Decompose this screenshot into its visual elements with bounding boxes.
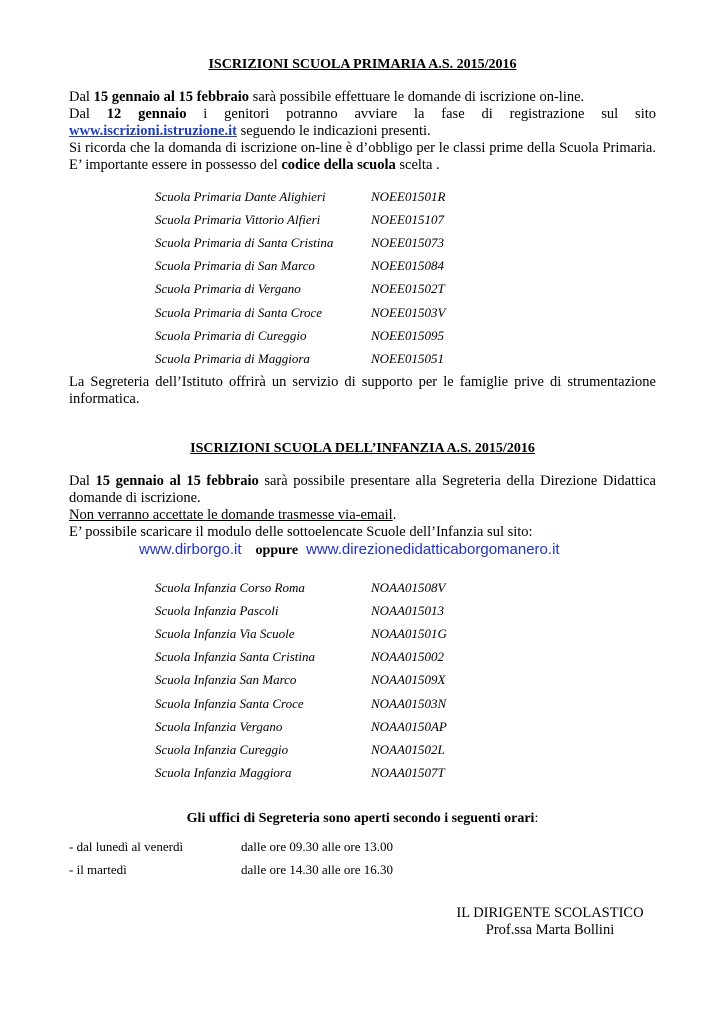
school-name: Scuola Infanzia Corso Roma <box>155 579 305 595</box>
primaria-dates-line <box>69 89 656 106</box>
text-segment: : <box>534 811 539 826</box>
school-name: Scuola Infanzia Via Scuole <box>155 625 295 641</box>
school-code: NOEE015051 <box>371 350 444 366</box>
registration-date-bold: 12 gennaio <box>106 106 187 122</box>
school-code: NOAA01502L <box>371 741 445 757</box>
infanzia-school-row <box>155 576 491 599</box>
school-name: Scuola Infanzia Santa Cristina <box>155 649 315 665</box>
date-range-bold: 15 gennaio al 15 febbraio <box>93 89 250 105</box>
primaria-registration-line <box>69 106 656 123</box>
primaria-heading: ISCRIZIONI SCUOLA PRIMARIA A.S. 2015/2016 <box>208 57 517 72</box>
infanzia-school-row <box>155 692 491 715</box>
school-name: Scuola Infanzia Maggiora <box>155 765 292 781</box>
school-code: NOAA01509X <box>371 672 446 688</box>
office-hours-row <box>69 858 393 881</box>
school-name: Scuola Infanzia Vergano <box>155 718 283 734</box>
school-name: Scuola Primaria di Vergano <box>155 281 301 297</box>
text-segment: sarà possibile presentare alla Segreteria della Direzione Didattica domande di iscrizione. <box>69 473 656 506</box>
school-code: NOAA015002 <box>371 649 444 665</box>
infanzia-school-list <box>155 576 491 785</box>
infanzia-heading: ISCRIZIONI SCUOLA DELL’INFANZIA A.S. 2015/2016 <box>190 441 535 456</box>
primaria-school-row <box>155 255 491 278</box>
signature-role: IL DIRIGENTE SCOLASTICO <box>456 905 644 921</box>
office-hours-title: Gli uffici di Segreteria sono aperti secondo i seguenti orari <box>186 811 535 826</box>
primaria-school-row <box>155 278 491 301</box>
office-hours: dalle ore 14.30 alle ore 16.30 <box>241 861 393 877</box>
text-segment: . <box>392 507 397 523</box>
school-name: Scuola Infanzia Santa Croce <box>155 695 304 711</box>
text-segment: sarà possibile effettuare le domande di iscrizione on-line. <box>249 89 585 105</box>
school-code: NOEE015084 <box>371 258 444 274</box>
dirborgo-link[interactable]: www.dirborgo.it <box>139 541 242 558</box>
school-code: NOAA015013 <box>371 602 444 618</box>
primaria-school-row <box>155 208 491 231</box>
school-name: Scuola Infanzia San Marco <box>155 672 297 688</box>
primaria-school-row <box>155 324 491 347</box>
primaria-school-row <box>155 231 491 254</box>
school-name: Scuola Primaria Dante Alighieri <box>155 188 326 204</box>
infanzia-school-row <box>155 762 491 785</box>
primaria-school-row <box>155 347 491 370</box>
infanzia-school-row <box>155 646 491 669</box>
school-code: NOEE015107 <box>371 211 444 227</box>
direzione-didattica-link[interactable]: www.direzionedidatticaborgomanero.it <box>306 541 560 558</box>
website-links <box>139 541 560 559</box>
school-code: NOAA01503N <box>371 695 447 711</box>
signature-block <box>440 905 660 939</box>
school-code: NOEE01503V <box>371 304 446 320</box>
infanzia-school-row <box>155 669 491 692</box>
school-code: NOAA0150AP <box>371 718 447 734</box>
school-code: NOEE015073 <box>371 234 444 250</box>
infanzia-warning-line <box>69 507 656 524</box>
school-name: Scuola Primaria di Santa Cristina <box>155 234 334 250</box>
infanzia-school-row <box>155 599 491 622</box>
school-code: NOAA01508V <box>371 579 446 595</box>
text-segment: scelta . <box>395 157 440 173</box>
school-name: Scuola Primaria Vittorio Alfieri <box>155 211 321 227</box>
text-segment: Dal <box>69 473 96 489</box>
infanzia-intro <box>69 473 656 541</box>
school-name: Scuola Primaria di Cureggio <box>155 327 307 343</box>
text-segment: Dal <box>69 89 94 105</box>
infanzia-download-line: E’ possibile scaricare il modulo delle sottoelencate Scuole dell’Infanzia sul sito: <box>69 524 533 540</box>
school-name: Scuola Infanzia Pascoli <box>155 602 279 618</box>
text-segment: seguendo le indicazioni presenti. <box>236 123 431 139</box>
text-segment: Dal <box>69 106 107 122</box>
infanzia-school-row <box>155 715 491 738</box>
text-segment: Si ricorda che la domanda di iscrizione on-line è d’obbligo per le classi prime della Scuola Primaria. E’ importante essere in possesso del <box>69 140 656 173</box>
infanzia-school-row <box>155 738 491 761</box>
school-name: Scuola Infanzia Cureggio <box>155 741 289 757</box>
office-days: - dal lunedì al venerdì <box>69 838 184 854</box>
school-code: NOEE01501R <box>371 188 446 204</box>
no-email-warning: Non verranno accettate le domande trasmesse via-email <box>69 507 393 523</box>
school-code-bold: codice della scuola <box>281 157 396 173</box>
school-code: NOAA01507T <box>371 765 445 781</box>
office-hours-table <box>69 835 393 881</box>
primaria-school-row <box>155 185 491 208</box>
date-range-bold: 15 gennaio al 15 febbraio <box>95 473 259 489</box>
support-text: La Segreteria dell’Istituto offrirà un servizio di supporto per le famiglie prive di strumentazione informatica. <box>69 374 656 407</box>
primaria-school-row <box>155 301 491 324</box>
school-code: NOEE015095 <box>371 327 444 343</box>
oppure-label: oppure <box>255 543 299 558</box>
infanzia-school-row <box>155 622 491 645</box>
primaria-link-line <box>69 123 656 140</box>
office-hours: dalle ore 09.30 alle ore 13.00 <box>241 838 393 854</box>
text-segment: i genitori potranno avviare la fase di registrazione sul sito <box>186 106 657 122</box>
school-name: Scuola Primaria di Santa Croce <box>155 304 323 320</box>
primaria-reminder <box>69 140 656 174</box>
primaria-support-note <box>69 374 656 408</box>
iscrizioni-link[interactable]: www.iscrizioni.istruzione.it <box>69 123 237 139</box>
primaria-school-list <box>155 185 491 371</box>
school-code: NOEE01502T <box>371 281 445 297</box>
school-name: Scuola Primaria di Maggiora <box>155 350 310 366</box>
office-days: - il martedì <box>69 861 127 877</box>
school-name: Scuola Primaria di San Marco <box>155 258 315 274</box>
office-hours-row <box>69 835 393 858</box>
primaria-intro <box>69 89 656 174</box>
infanzia-dates-line <box>69 473 656 507</box>
school-code: NOAA01501G <box>371 625 447 641</box>
signature-name: Prof.ssa Marta Bollini <box>485 922 615 938</box>
office-hours-heading <box>0 811 725 827</box>
